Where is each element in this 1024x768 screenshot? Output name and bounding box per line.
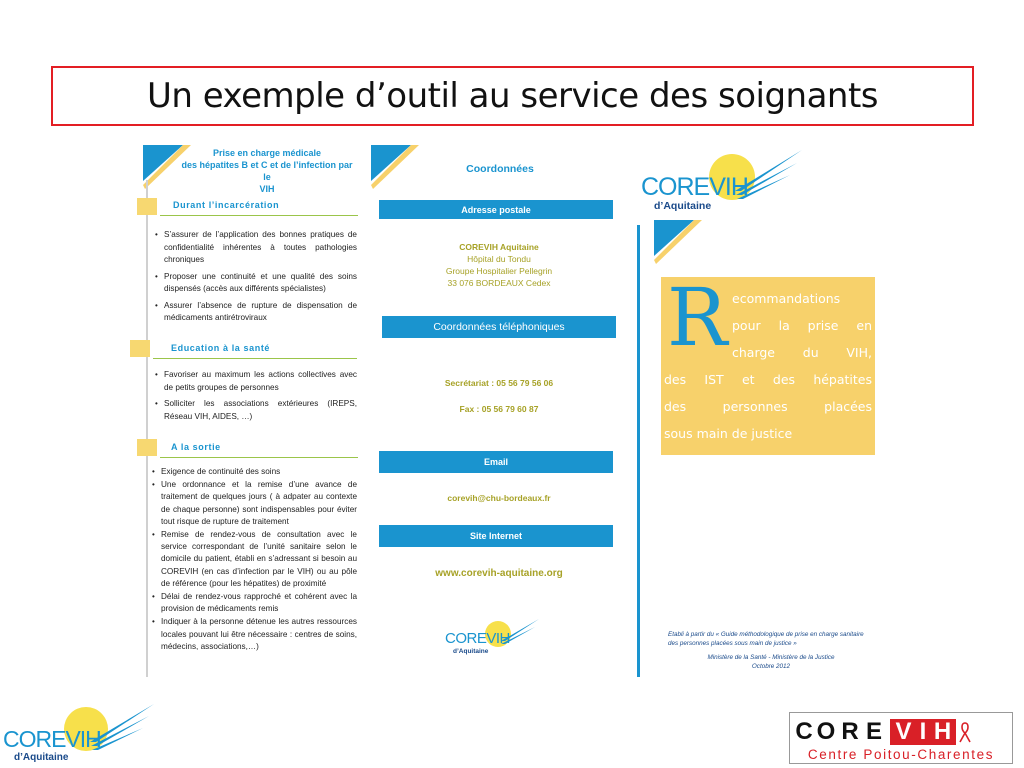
recommendation-line: ecommandations <box>732 291 841 306</box>
section-list <box>152 466 357 653</box>
list-item: • Une ordonnance et la remise d’une avance de traitement de quelques jours ( à adpater au contexte de chaque personne) sont indispensables pour éviter tout risque de rupture de traitement <box>152 479 357 528</box>
fax-number: Fax : 05 56 79 60 87 <box>459 404 539 414</box>
section-title-education: Education à la santé <box>171 343 271 353</box>
list-item: • Favoriser au maximum les actions collectives avec de petits groupes de personnes <box>155 369 357 394</box>
corevih-aquitaine-footer-logo <box>2 702 157 766</box>
website-link[interactable]: www.corevih-aquitaine.org <box>435 568 563 579</box>
section-title-incarceration: Durant l’incarcération <box>173 200 280 210</box>
secretariat-number: Secrétariat : 05 56 79 56 06 <box>444 378 554 388</box>
corner-stripe-decoration <box>654 220 704 264</box>
section-marker <box>130 340 150 357</box>
address-line: Hôpital du Tondu <box>467 254 531 264</box>
section-list <box>155 229 357 325</box>
address-line: Groupe Hospitalier Pellegrin <box>445 266 553 276</box>
recommendation-line: charge du VIH, <box>732 345 872 360</box>
section-divider <box>153 358 357 359</box>
corevih-aquitaine-logo <box>640 147 805 215</box>
logo-letter: E <box>865 718 882 745</box>
section-divider <box>160 457 358 458</box>
logo-letter: I <box>919 718 927 745</box>
logo-letter: V <box>895 718 912 745</box>
logo-region: Centre Poitou-Charentes <box>807 747 995 762</box>
source-footnote <box>668 631 874 671</box>
address-bar: Adresse postale <box>379 200 613 219</box>
section-marker <box>137 439 157 456</box>
drop-cap-letter: R <box>667 271 728 364</box>
logo-wordmark: COREVIH <box>3 726 101 752</box>
list-item: • Délai de rendez-vous rapproché et cohérent avec la provision de médicaments remis <box>152 591 357 615</box>
recommendation-line: sous main de justice <box>664 426 793 441</box>
postal-address <box>400 241 598 289</box>
panel-right-line <box>637 225 640 677</box>
heading-line: VIH <box>259 184 275 194</box>
recommendations-text <box>664 285 872 447</box>
section-list <box>155 369 357 423</box>
slide-title: Un exemple d’outil au service des soignants <box>146 76 879 116</box>
ribbon-icon <box>958 721 972 743</box>
phone-bar: Coordonnées téléphoniques <box>382 316 616 338</box>
logo-subtitle: d’Aquitaine <box>654 200 712 212</box>
site-bar: Site Internet <box>379 525 613 547</box>
list-item: • S’assurer de l’application des bonnes pratiques de confidentialité inhérentes à toutes pathologies chroniques <box>155 229 357 267</box>
corevih-aquitaine-logo-small <box>443 617 543 659</box>
list-item: • Solliciter les associations extérieures (IREPS, Réseau VIH, AIDES, …) <box>155 398 357 423</box>
recommendation-line: des personnes placées <box>664 399 872 414</box>
footnote-source: Etabli à partir du « Guide méthodologique de prise en charge sanitaire des personnes placées sous main de justice » <box>668 631 864 647</box>
heading-line: des hépatites B et C et de l’infection par le <box>181 160 353 182</box>
corevih-poitou-charentes-logo <box>789 712 1013 764</box>
list-item: • Indiquer à la personne détenue les autres ressources locales pouvant lui être nécessaire : centres de soins, médecins, associations,…) <box>152 616 357 653</box>
list-item: • Exigence de continuité des soins <box>152 466 357 478</box>
recommendation-line: des IST et des hépatites <box>664 372 872 387</box>
recommendation-line: pour la prise en <box>732 318 872 333</box>
footnote-date: Octobre 2012 <box>751 662 791 670</box>
logo-letter-highlight <box>890 719 956 745</box>
logo-letters <box>794 719 972 745</box>
panel1-heading <box>178 147 356 195</box>
logo-letter: R <box>841 718 859 745</box>
logo-wordmark: COREVIH <box>641 173 748 201</box>
section-divider <box>160 215 358 216</box>
heading-line: Prise en charge médicale <box>212 148 322 158</box>
corner-stripe-decoration <box>371 145 421 189</box>
section-title-sortie: A la sortie <box>171 442 221 452</box>
list-item: • Assurer l’absence de rupture de dispensation de médicaments antirétroviraux <box>155 300 357 325</box>
email-bar: Email <box>379 451 613 473</box>
panel2-heading: Coordonnées <box>466 163 534 175</box>
email-address[interactable]: corevih@chu-bordeaux.fr <box>447 493 551 503</box>
logo-subtitle: d’Aquitaine <box>14 752 69 763</box>
logo-subtitle: d’Aquitaine <box>453 648 489 655</box>
logo-letter: O <box>816 718 836 745</box>
logo-wordmark: COREVIH <box>445 630 510 647</box>
section-marker <box>137 198 157 215</box>
list-item: • Remise de rendez-vous de consultation avec le service correspondant de l’unité sanitaire selon le domicile du patient, établi en s’adressant si besoin au COREVIH (en cas d’infection par le VIH) ou au pôle de référence (pour les hépatites) de proximité <box>152 529 357 590</box>
address-line: COREVIH Aquitaine <box>459 242 539 252</box>
slide-title-box <box>51 66 974 126</box>
address-line: 33 076 BORDEAUX Cedex <box>447 278 551 288</box>
list-item: • Proposer une continuité et une qualité des soins dispensés (accès aux différents spécialistes) <box>155 271 357 296</box>
footnote-ministry: Ministère de la Santé - Ministère de la Justice <box>707 654 835 661</box>
logo-letter: C <box>795 718 813 745</box>
logo-letter: H <box>933 718 952 745</box>
panel-left-line <box>146 180 148 677</box>
